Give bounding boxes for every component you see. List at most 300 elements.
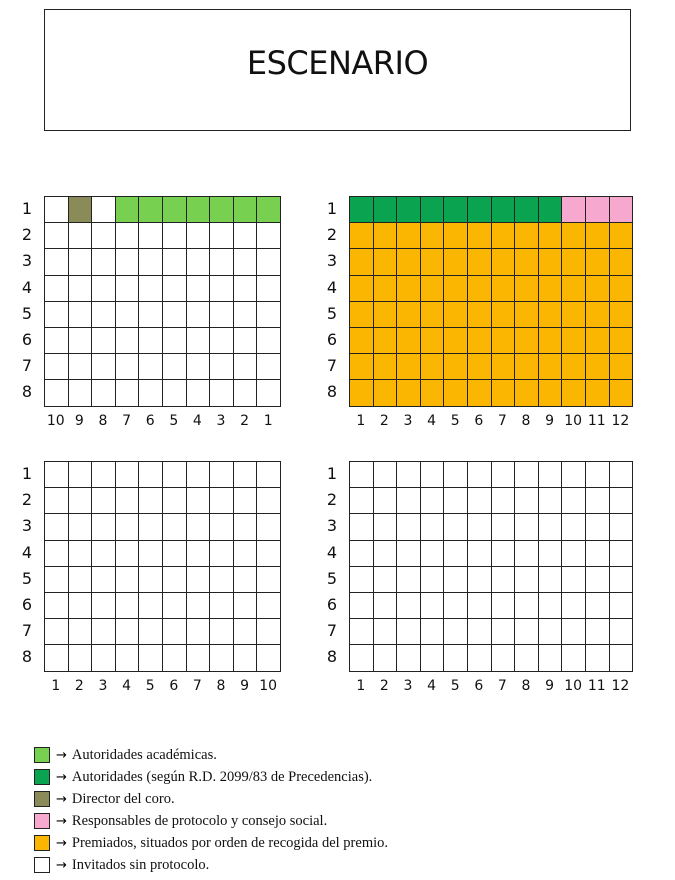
row-label: 5 <box>21 568 33 588</box>
seat <box>374 328 398 354</box>
row-label: 1 <box>326 199 338 218</box>
seat <box>468 354 492 380</box>
seat <box>257 619 281 645</box>
seat <box>45 276 69 302</box>
seat <box>492 223 516 249</box>
seat <box>187 249 211 275</box>
seat <box>374 249 398 275</box>
seat <box>350 593 374 619</box>
legend-swatch <box>34 813 50 829</box>
seat <box>374 197 398 223</box>
seat <box>210 593 234 619</box>
seat <box>515 514 539 540</box>
seat <box>234 619 258 645</box>
seat <box>492 645 516 671</box>
seat <box>468 514 492 540</box>
seat <box>257 302 281 328</box>
seat <box>492 462 516 488</box>
row-label: 2 <box>326 490 338 510</box>
seat <box>586 197 610 223</box>
seat <box>69 462 93 488</box>
seat <box>139 462 163 488</box>
seat <box>350 197 374 223</box>
seat <box>610 249 634 275</box>
seat <box>92 249 116 275</box>
seat <box>45 223 69 249</box>
column-label: 4 <box>427 677 437 694</box>
seat <box>350 462 374 488</box>
seat <box>539 541 563 567</box>
seat <box>586 645 610 671</box>
seat <box>444 541 468 567</box>
seat <box>210 328 234 354</box>
column-label: 4 <box>192 412 202 429</box>
seat <box>539 223 563 249</box>
seat <box>163 380 187 406</box>
seat <box>45 354 69 380</box>
seat <box>350 249 374 275</box>
seat <box>586 488 610 514</box>
seat <box>468 328 492 354</box>
arrow-icon: → <box>56 769 67 785</box>
seat <box>610 567 634 593</box>
legend-label: Responsables de protocolo y consejo social. <box>71 812 328 829</box>
seat <box>468 249 492 275</box>
seat <box>257 541 281 567</box>
column-label: 1 <box>263 412 273 429</box>
seat <box>492 514 516 540</box>
seat <box>116 223 140 249</box>
seat <box>116 328 140 354</box>
seat <box>116 541 140 567</box>
seat <box>163 514 187 540</box>
seat <box>515 593 539 619</box>
seat <box>234 593 258 619</box>
seat <box>92 302 116 328</box>
seat <box>468 541 492 567</box>
seat <box>515 645 539 671</box>
seat <box>139 276 163 302</box>
seat <box>350 328 374 354</box>
seat <box>350 302 374 328</box>
seat <box>515 462 539 488</box>
seat <box>421 302 445 328</box>
seat <box>492 302 516 328</box>
seat <box>468 276 492 302</box>
seat <box>116 462 140 488</box>
column-label: 11 <box>587 412 606 429</box>
seat <box>116 249 140 275</box>
row-label: 1 <box>21 464 33 483</box>
seat <box>116 567 140 593</box>
column-label: 8 <box>216 677 226 694</box>
seat <box>397 302 421 328</box>
seat <box>610 223 634 249</box>
seat <box>257 380 281 406</box>
row-label: 2 <box>21 225 33 245</box>
seat <box>163 223 187 249</box>
row-label: 4 <box>21 277 33 297</box>
seat <box>116 302 140 328</box>
seat <box>45 462 69 488</box>
seat <box>492 380 516 406</box>
seat <box>45 197 69 223</box>
seat <box>468 645 492 671</box>
seat <box>69 541 93 567</box>
seat <box>69 354 93 380</box>
seat <box>163 462 187 488</box>
legend-label: Premiados, situados por orden de recogida del premio. <box>71 834 389 851</box>
seat <box>257 514 281 540</box>
seat <box>234 223 258 249</box>
row-label: 7 <box>326 621 338 641</box>
seat <box>350 619 374 645</box>
column-label: 7 <box>497 677 507 694</box>
seat <box>444 645 468 671</box>
seat <box>187 593 211 619</box>
seat <box>421 354 445 380</box>
seat <box>234 354 258 380</box>
column-label: 2 <box>240 412 250 429</box>
seat <box>92 462 116 488</box>
seat <box>374 645 398 671</box>
seat <box>116 645 140 671</box>
legend-label: Autoridades (según R.D. 2099/83 de Precedencias). <box>71 768 373 785</box>
seat <box>586 223 610 249</box>
column-label: 6 <box>169 677 179 694</box>
seat <box>350 645 374 671</box>
seat <box>562 249 586 275</box>
seat <box>92 593 116 619</box>
seat <box>421 567 445 593</box>
row-label: 8 <box>326 382 338 402</box>
seat <box>69 380 93 406</box>
seat <box>610 514 634 540</box>
seat <box>210 514 234 540</box>
row-label: 7 <box>21 356 33 376</box>
seat <box>45 380 69 406</box>
seat <box>468 223 492 249</box>
row-label: 8 <box>326 647 338 667</box>
seat <box>421 619 445 645</box>
seat <box>562 380 586 406</box>
seat <box>515 249 539 275</box>
seat <box>492 541 516 567</box>
seat <box>257 249 281 275</box>
seat <box>562 541 586 567</box>
seat <box>397 354 421 380</box>
row-label: 3 <box>21 516 33 536</box>
seat <box>515 223 539 249</box>
seat <box>45 328 69 354</box>
seat <box>397 645 421 671</box>
seat <box>116 593 140 619</box>
seat <box>586 328 610 354</box>
row-label: 1 <box>326 464 338 483</box>
seat-grid-top-right <box>349 196 633 407</box>
row-label: 4 <box>326 277 338 297</box>
seat <box>163 619 187 645</box>
seat <box>374 380 398 406</box>
seat <box>92 380 116 406</box>
row-label: 3 <box>21 251 33 271</box>
seat <box>539 514 563 540</box>
column-label: 4 <box>122 677 132 694</box>
column-label: 5 <box>169 412 179 429</box>
seat <box>45 593 69 619</box>
seat <box>515 354 539 380</box>
seat <box>234 462 258 488</box>
seat <box>350 276 374 302</box>
seat <box>210 619 234 645</box>
seat <box>163 276 187 302</box>
seat <box>539 380 563 406</box>
seat <box>187 328 211 354</box>
seat <box>610 302 634 328</box>
column-label: 1 <box>51 677 61 694</box>
seat <box>444 380 468 406</box>
seat <box>444 514 468 540</box>
seat <box>374 541 398 567</box>
seat <box>92 619 116 645</box>
seat <box>350 488 374 514</box>
seat <box>139 593 163 619</box>
seat <box>69 619 93 645</box>
seat <box>539 249 563 275</box>
seat <box>163 328 187 354</box>
seat <box>586 593 610 619</box>
legend-label: Invitados sin protocolo. <box>71 856 210 873</box>
row-label: 6 <box>21 330 33 349</box>
seat <box>397 223 421 249</box>
seat <box>257 593 281 619</box>
seat <box>397 488 421 514</box>
seat <box>187 488 211 514</box>
seat <box>234 380 258 406</box>
seat-grid-bottom-right <box>349 461 633 672</box>
column-label: 1 <box>356 677 366 694</box>
seat <box>187 223 211 249</box>
seat <box>586 541 610 567</box>
seat <box>350 541 374 567</box>
legend-item-director-coro <box>34 790 175 808</box>
seat <box>374 619 398 645</box>
seat <box>421 514 445 540</box>
seat <box>444 302 468 328</box>
row-label: 5 <box>326 303 338 323</box>
seat <box>492 488 516 514</box>
seat <box>210 567 234 593</box>
seat <box>116 488 140 514</box>
column-label: 11 <box>587 677 606 694</box>
seat <box>610 619 634 645</box>
seat <box>397 593 421 619</box>
row-label: 5 <box>326 568 338 588</box>
seat <box>562 593 586 619</box>
seat <box>69 276 93 302</box>
seat <box>210 197 234 223</box>
seat-grid-bottom-left <box>44 461 281 672</box>
row-label: 4 <box>326 542 338 562</box>
seat <box>515 619 539 645</box>
legend-item-premiados <box>34 834 388 852</box>
seat <box>374 488 398 514</box>
seat <box>515 380 539 406</box>
seat <box>163 541 187 567</box>
seat <box>374 593 398 619</box>
seat <box>92 354 116 380</box>
seat <box>45 541 69 567</box>
seat <box>610 197 634 223</box>
column-label: 5 <box>145 677 155 694</box>
seat <box>210 249 234 275</box>
row-label: 7 <box>326 356 338 376</box>
seat <box>92 567 116 593</box>
seat <box>562 328 586 354</box>
seat <box>187 462 211 488</box>
seat <box>586 249 610 275</box>
seat <box>92 276 116 302</box>
seat <box>139 514 163 540</box>
column-label: 9 <box>545 677 555 694</box>
legend-swatch <box>34 769 50 785</box>
seat <box>210 645 234 671</box>
seat <box>210 462 234 488</box>
seat <box>397 328 421 354</box>
seat <box>92 223 116 249</box>
seat <box>492 328 516 354</box>
seat <box>163 645 187 671</box>
seat <box>610 354 634 380</box>
seat <box>421 249 445 275</box>
column-label: 12 <box>611 677 630 694</box>
seat <box>187 567 211 593</box>
seat <box>610 488 634 514</box>
seat <box>139 380 163 406</box>
seat <box>515 328 539 354</box>
seat <box>515 302 539 328</box>
seat <box>257 197 281 223</box>
seat <box>539 567 563 593</box>
seat <box>444 462 468 488</box>
seat <box>562 462 586 488</box>
column-label: 6 <box>474 412 484 429</box>
seat <box>421 223 445 249</box>
seat <box>139 567 163 593</box>
seat <box>468 197 492 223</box>
seat <box>539 462 563 488</box>
seat <box>350 380 374 406</box>
seat <box>468 619 492 645</box>
seat <box>444 328 468 354</box>
row-label: 6 <box>326 330 338 349</box>
seat <box>562 302 586 328</box>
row-label: 2 <box>21 490 33 510</box>
seat <box>468 462 492 488</box>
seat <box>45 619 69 645</box>
seat <box>586 567 610 593</box>
seat <box>397 249 421 275</box>
column-label: 10 <box>259 677 278 694</box>
legend-swatch <box>34 835 50 851</box>
seat <box>69 593 93 619</box>
seat <box>187 380 211 406</box>
seat <box>257 567 281 593</box>
seat <box>92 514 116 540</box>
seat <box>350 514 374 540</box>
seat <box>234 302 258 328</box>
seat <box>515 276 539 302</box>
column-label: 7 <box>192 677 202 694</box>
seat <box>421 645 445 671</box>
seat <box>257 223 281 249</box>
seat <box>257 462 281 488</box>
seat-grid-top-left <box>44 196 281 407</box>
seat <box>257 328 281 354</box>
seat <box>444 619 468 645</box>
seat <box>444 593 468 619</box>
seat <box>210 302 234 328</box>
seat <box>397 541 421 567</box>
column-label: 8 <box>98 412 108 429</box>
arrow-icon: → <box>56 791 67 807</box>
arrow-icon: → <box>56 857 67 873</box>
seat <box>421 488 445 514</box>
seat <box>492 276 516 302</box>
seat <box>515 567 539 593</box>
seat <box>562 354 586 380</box>
seat <box>586 276 610 302</box>
seat <box>492 567 516 593</box>
column-label: 10 <box>46 412 65 429</box>
seat <box>69 567 93 593</box>
seat <box>374 276 398 302</box>
seat <box>562 514 586 540</box>
seat <box>374 462 398 488</box>
seat <box>257 276 281 302</box>
seat <box>539 197 563 223</box>
column-label: 6 <box>145 412 155 429</box>
seat <box>234 541 258 567</box>
seat <box>444 197 468 223</box>
seat <box>468 593 492 619</box>
seat <box>421 380 445 406</box>
seat <box>539 302 563 328</box>
column-label: 3 <box>216 412 226 429</box>
seat <box>139 328 163 354</box>
seat <box>163 354 187 380</box>
stage-title: ESCENARIO <box>246 44 429 82</box>
seat <box>374 567 398 593</box>
row-label: 6 <box>21 595 33 614</box>
seat <box>187 197 211 223</box>
column-label: 4 <box>427 412 437 429</box>
column-label: 6 <box>474 677 484 694</box>
seat <box>562 276 586 302</box>
seat <box>492 354 516 380</box>
seat <box>187 354 211 380</box>
seat <box>92 541 116 567</box>
seat <box>187 645 211 671</box>
row-label: 2 <box>326 225 338 245</box>
seat <box>421 593 445 619</box>
seat <box>492 593 516 619</box>
seat <box>610 593 634 619</box>
seat <box>234 328 258 354</box>
seat <box>374 354 398 380</box>
seat <box>45 488 69 514</box>
seat <box>210 380 234 406</box>
